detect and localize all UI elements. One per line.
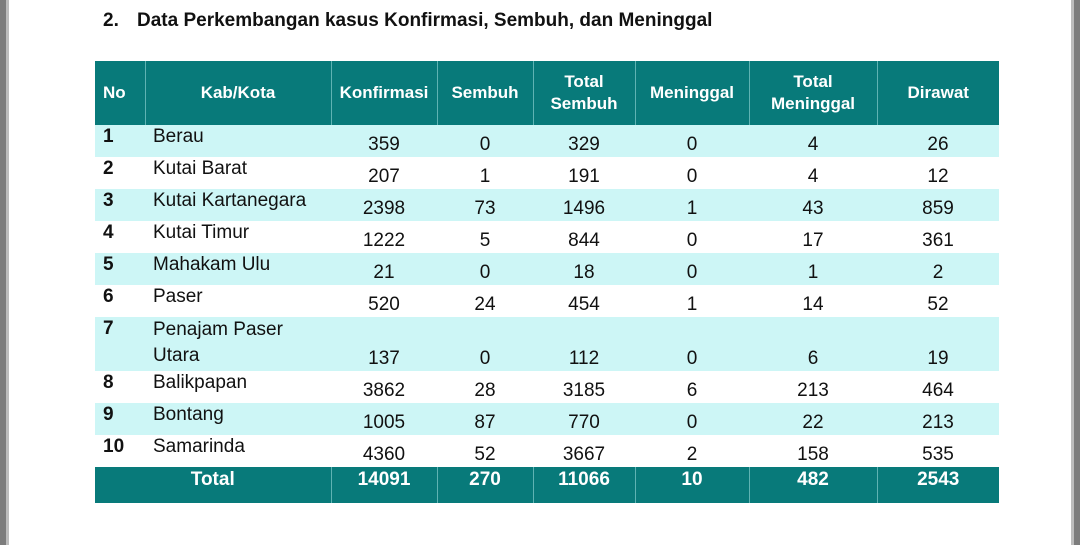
row-total-sembuh: 329 [533, 125, 635, 157]
row-kab-kota: Penajam Paser Utara [145, 317, 331, 371]
row-dirawat: 12 [927, 166, 949, 187]
covid-cases-table [95, 61, 999, 503]
row-dirawat: 213 [877, 403, 999, 435]
row-dirawat: 26 [877, 125, 999, 157]
row-dirawat: 2 [877, 253, 999, 285]
row-kab-kota: Mahakam Ulu [145, 253, 331, 285]
total-meninggal: 10 [635, 467, 749, 503]
row-kab-kota: Paser [153, 286, 203, 307]
row-sembuh: 0 [437, 317, 533, 371]
row-kab-kota: Samarinda [153, 436, 245, 457]
row-konfirmasi: 2398 [331, 189, 437, 221]
row-total-sembuh: 112 [533, 317, 635, 371]
row-konfirmasi: 137 [331, 317, 437, 371]
row-total-meninggal: 4 [749, 125, 877, 157]
table-row [95, 157, 999, 189]
total-total-meninggal: 482 [749, 467, 877, 503]
row-konfirmasi: 3862 [362, 380, 406, 401]
table-total-row [95, 467, 999, 503]
row-dirawat: 859 [877, 189, 999, 221]
section-heading [103, 10, 712, 32]
table-row [95, 285, 999, 317]
row-total-sembuh: 770 [533, 403, 635, 435]
row-meninggal: 2 [686, 444, 698, 465]
row-meninggal: 0 [686, 166, 698, 187]
row-sembuh: 24 [474, 294, 496, 315]
table-row [95, 253, 999, 285]
table-row [95, 435, 999, 467]
row-kab-kota: Balikpapan [153, 372, 248, 393]
row-kab-kota: Berau [145, 125, 331, 157]
viewer-frame-right [1071, 0, 1080, 545]
total-sembuh: 270 [437, 467, 533, 503]
row-konfirmasi: 4360 [362, 444, 406, 465]
row-no: 9 [95, 403, 145, 435]
section-number: 2. [103, 10, 119, 31]
row-total-meninggal: 1 [749, 253, 877, 285]
row-total-sembuh: 3185 [562, 380, 606, 401]
column-header-meninggal: Meninggal [635, 61, 749, 125]
column-header-no: No [95, 61, 145, 125]
row-no: 2 [103, 158, 114, 179]
row-no: 10 [103, 436, 125, 457]
row-no: 6 [103, 286, 114, 307]
row-total-meninggal: 17 [802, 230, 824, 251]
row-no: 7 [95, 317, 145, 371]
row-meninggal: 6 [686, 380, 698, 401]
column-header-total-sembuh: Total Sembuh [533, 61, 635, 125]
row-no: 8 [103, 372, 114, 393]
row-sembuh: 28 [474, 380, 496, 401]
row-total-sembuh: 3667 [562, 444, 606, 465]
viewer-frame-left [0, 0, 9, 545]
column-header-dirawat: Dirawat [877, 61, 999, 125]
total-label: Total [95, 467, 331, 503]
row-meninggal: 0 [635, 125, 749, 157]
row-total-meninggal: 213 [797, 380, 829, 401]
table-row [95, 189, 999, 221]
column-header-konfirmasi: Konfirmasi [331, 61, 437, 125]
total-total-sembuh: 11066 [533, 467, 635, 503]
row-meninggal: 0 [635, 403, 749, 435]
row-total-meninggal: 43 [749, 189, 877, 221]
row-total-meninggal: 4 [807, 166, 819, 187]
row-no: 4 [103, 222, 114, 243]
row-total-meninggal: 22 [749, 403, 877, 435]
row-total-sembuh: 844 [568, 230, 600, 251]
row-total-sembuh: 18 [533, 253, 635, 285]
row-konfirmasi: 520 [368, 294, 400, 315]
row-sembuh: 1 [479, 166, 491, 187]
row-dirawat: 464 [922, 380, 954, 401]
row-meninggal: 0 [635, 317, 749, 371]
row-meninggal: 0 [635, 253, 749, 285]
row-kab-kota: Kutai Kartanegara [145, 189, 331, 221]
row-meninggal: 1 [635, 189, 749, 221]
column-header-sembuh: Sembuh [437, 61, 533, 125]
section-title: Data Perkembangan kasus Konfirmasi, Sembuh, dan Meninggal [137, 10, 713, 31]
row-no: 1 [95, 125, 145, 157]
row-kab-kota: Kutai Timur [153, 222, 250, 243]
row-no: 3 [95, 189, 145, 221]
row-total-meninggal: 158 [797, 444, 829, 465]
row-no: 5 [95, 253, 145, 285]
row-dirawat: 361 [922, 230, 954, 251]
row-sembuh: 0 [437, 125, 533, 157]
row-total-sembuh: 191 [568, 166, 600, 187]
row-konfirmasi: 359 [331, 125, 437, 157]
row-meninggal: 0 [686, 230, 698, 251]
row-sembuh: 5 [479, 230, 491, 251]
row-konfirmasi: 21 [331, 253, 437, 285]
table-row [95, 317, 999, 371]
table-row [95, 403, 999, 435]
row-sembuh: 87 [437, 403, 533, 435]
total-konfirmasi: 14091 [331, 467, 437, 503]
row-total-meninggal: 6 [749, 317, 877, 371]
column-header-kab-kota: Kab/Kota [145, 61, 331, 125]
row-konfirmasi: 1005 [331, 403, 437, 435]
table-row [95, 125, 999, 157]
row-dirawat: 19 [877, 317, 999, 371]
row-dirawat: 52 [927, 294, 949, 315]
table-body [95, 125, 999, 467]
column-header-total-meninggal: Total Meninggal [749, 61, 877, 125]
row-meninggal: 1 [686, 294, 698, 315]
row-sembuh: 73 [437, 189, 533, 221]
row-sembuh: 52 [474, 444, 496, 465]
row-konfirmasi: 1222 [362, 230, 406, 251]
table-row [95, 221, 999, 253]
row-dirawat: 535 [922, 444, 954, 465]
row-kab-kota: Bontang [145, 403, 331, 435]
row-total-meninggal: 14 [802, 294, 824, 315]
row-sembuh: 0 [437, 253, 533, 285]
row-total-sembuh: 454 [568, 294, 600, 315]
row-total-sembuh: 1496 [533, 189, 635, 221]
table-header-row [95, 61, 999, 125]
table-row [95, 371, 999, 403]
row-kab-kota: Kutai Barat [153, 158, 247, 179]
row-konfirmasi: 207 [368, 166, 400, 187]
total-dirawat: 2543 [877, 467, 999, 503]
